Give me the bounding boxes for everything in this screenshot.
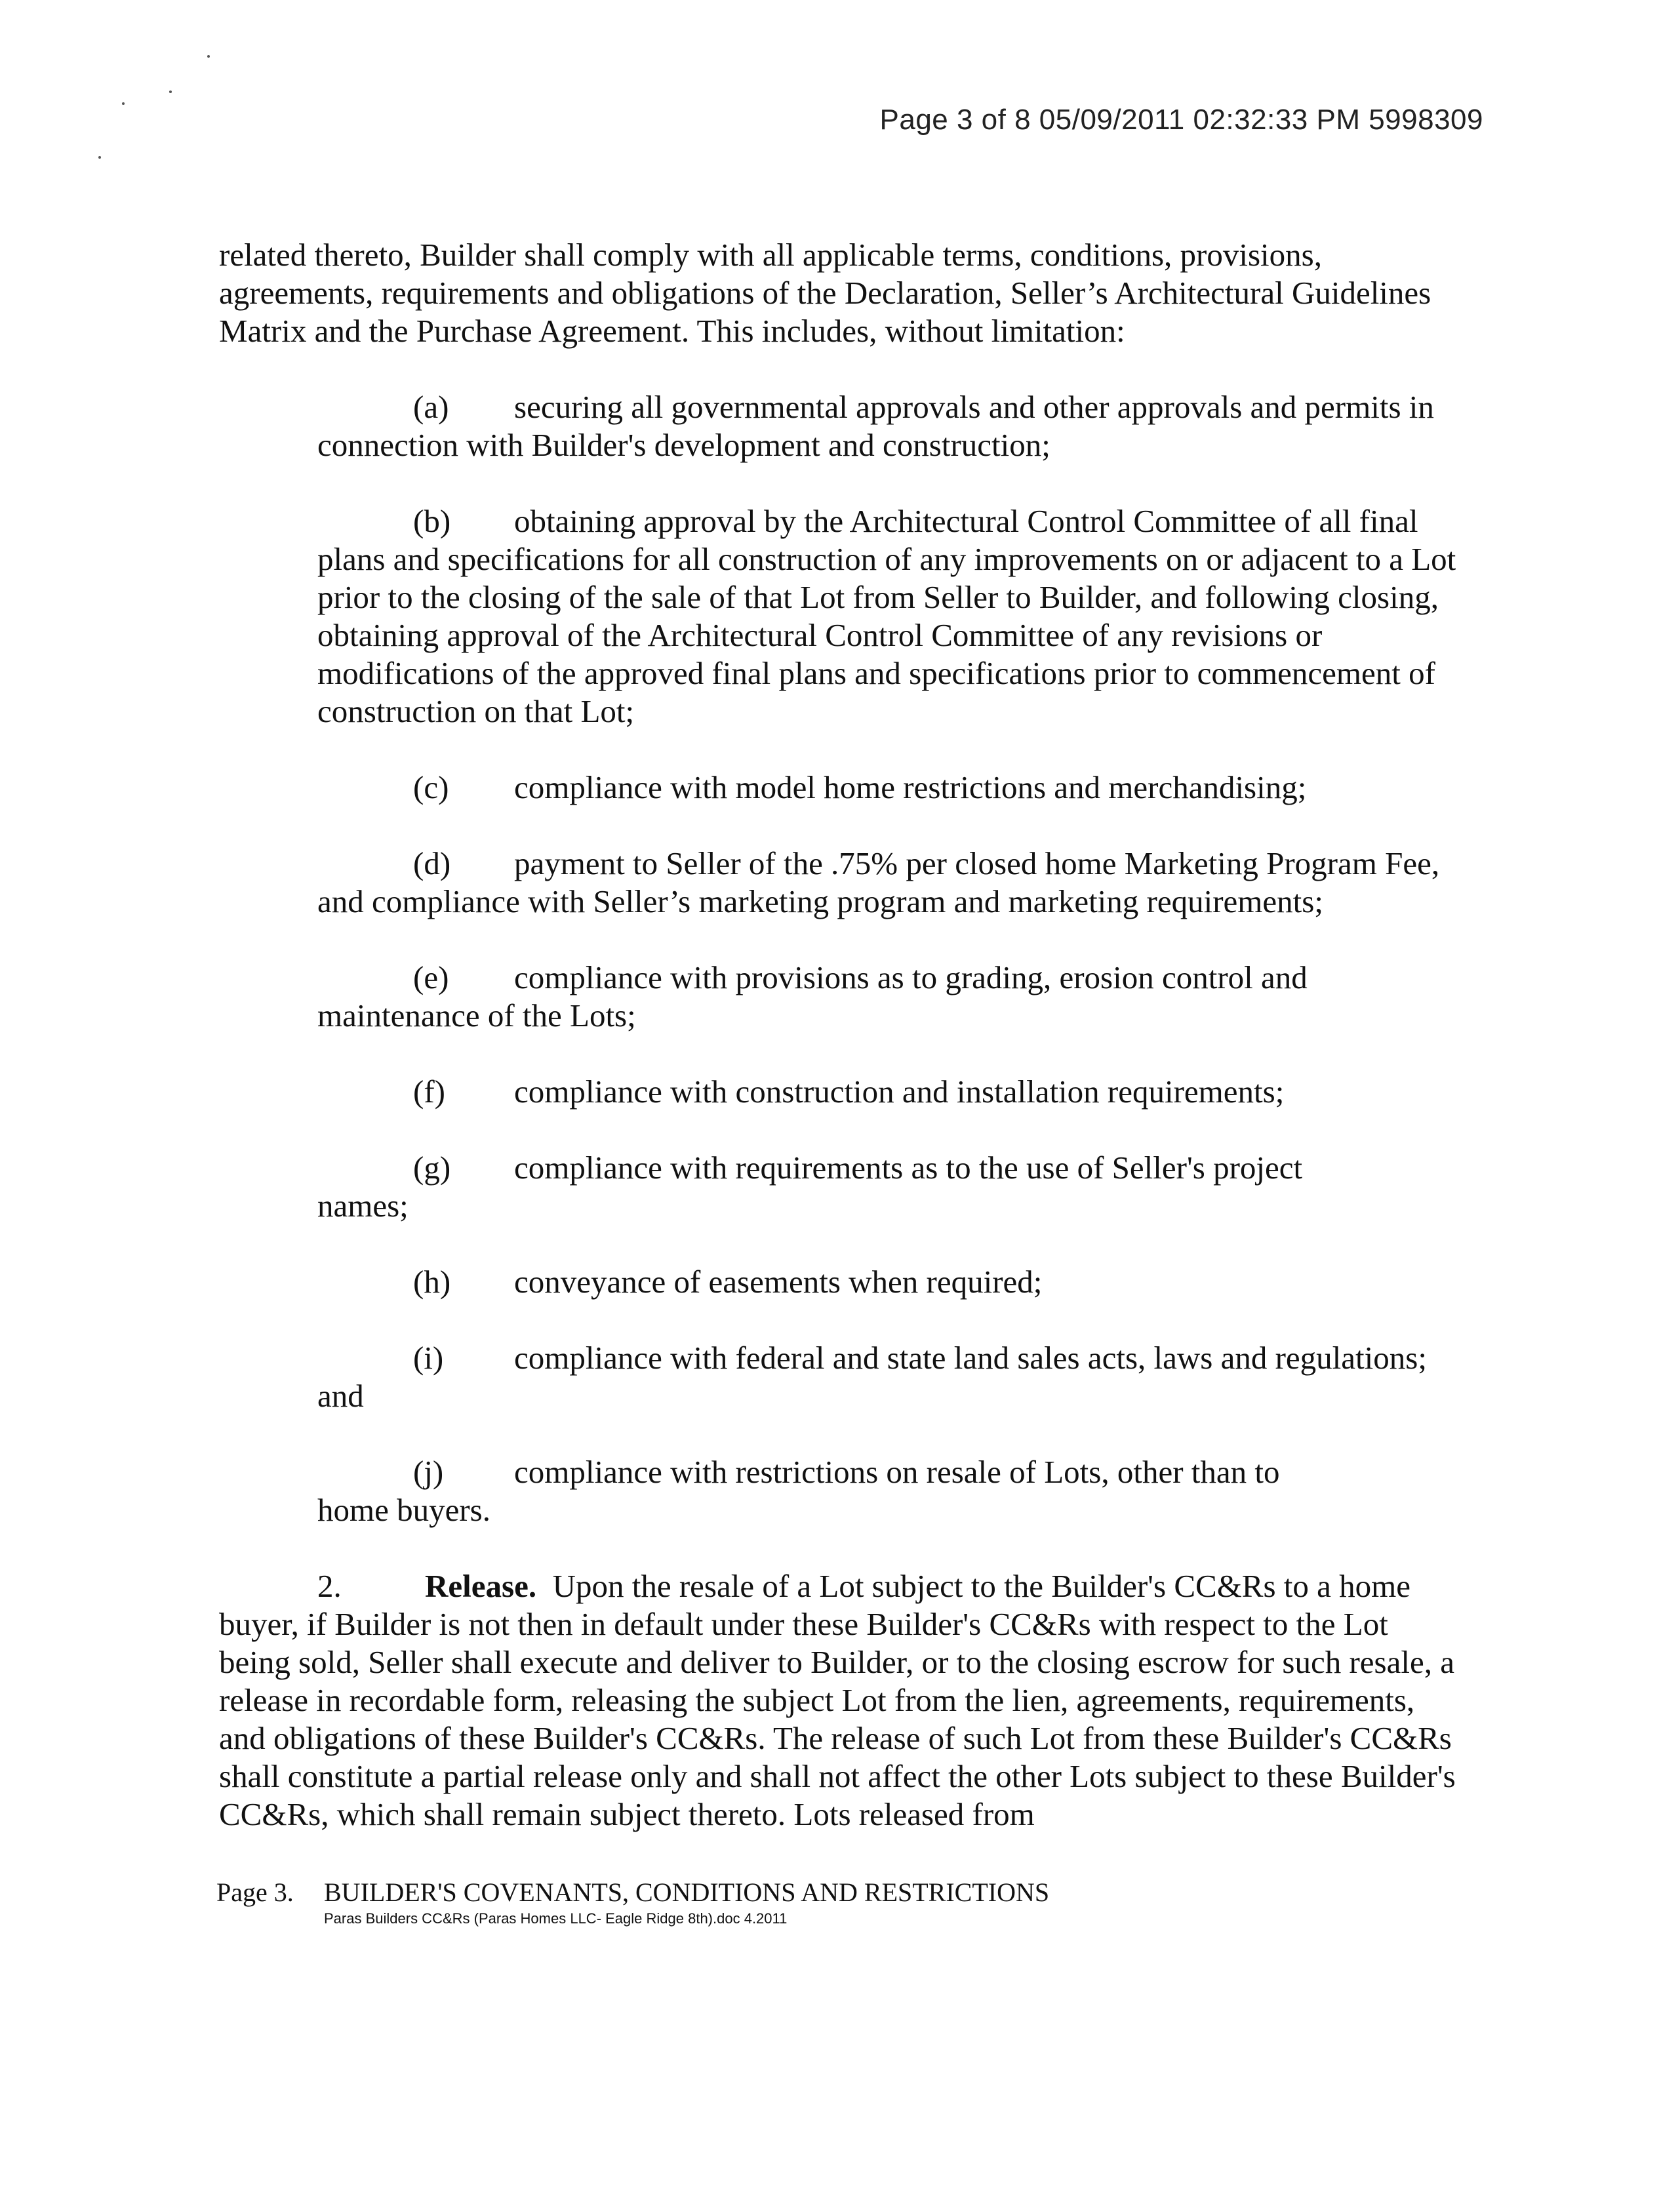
- list-item-d: [317, 845, 1465, 921]
- list-item-c: [317, 769, 1465, 807]
- release-paragraph: [219, 1567, 1465, 1834]
- item-label: (h): [413, 1264, 451, 1300]
- item-label: (j): [413, 1454, 444, 1490]
- document-body: [219, 236, 1465, 1872]
- item-text: compliance with requirements as to the use of Seller's project: [514, 1150, 1303, 1186]
- list-item-a: [317, 388, 1465, 464]
- item-label: (e): [413, 959, 449, 995]
- scan-speck: [207, 55, 210, 58]
- item-tail: home buyers.: [317, 1492, 490, 1528]
- list-item-i: [317, 1339, 1465, 1415]
- item-label: (c): [413, 769, 449, 805]
- item-label: (b): [413, 503, 451, 539]
- requirements-list: [317, 388, 1465, 1529]
- item-text: obtaining approval by the Architectural Control Committee of all final plans and specifications for all construction of any improvements on or adjacent to a Lot prior to the closing of the sale of that Lot from Seller to Builder, and following closing, obtaining approval of the Architectural Control Committee of any revisions or modifications of the approved final plans and specifications prior to commencement of construction on that Lot;: [317, 503, 1456, 729]
- item-text: compliance with federal and state land sales acts, laws and regulations;: [514, 1340, 1427, 1376]
- list-item-f: [317, 1073, 1465, 1111]
- list-item-g: [317, 1149, 1465, 1225]
- intro-paragraph: related thereto, Builder shall comply with all applicable terms, conditions, provisions, agreements, requirements and obligations of the Declaration, Seller’s Architectural Guidelines Matrix and the Purchase Agreement. This includes, without limitation:: [219, 237, 1431, 349]
- list-item-h: [317, 1263, 1465, 1301]
- item-tail: names;: [317, 1188, 409, 1224]
- item-text: compliance with construction and installation requirements;: [514, 1073, 1285, 1110]
- item-tail: and: [317, 1378, 364, 1414]
- footer-filename: Paras Builders CC&Rs (Paras Homes LLC- Eagle Ridge 8th).doc 4.2011: [324, 1910, 788, 1927]
- item-label: (d): [413, 845, 451, 881]
- item-text: compliance with restrictions on resale of Lots, other than to: [514, 1454, 1280, 1490]
- scan-speck: [98, 156, 101, 159]
- page-footer: [216, 1877, 1049, 1927]
- item-text: conveyance of easements when required;: [514, 1264, 1043, 1300]
- item-text: compliance with model home restrictions and merchandising;: [514, 769, 1307, 805]
- footer-page-label: Page 3.: [216, 1877, 294, 1907]
- scan-speck: [169, 90, 172, 93]
- item-label: (g): [413, 1150, 451, 1186]
- section-number: 2.: [317, 1568, 342, 1604]
- scan-speck: [122, 102, 125, 105]
- item-text: compliance with provisions as to grading, erosion control and maintenance of the Lots;: [317, 959, 1308, 1033]
- list-item-e: [317, 959, 1465, 1035]
- recording-stamp: Page 3 of 8 05/09/2011 02:32:33 PM 5998309: [879, 104, 1483, 136]
- list-item-b: [317, 502, 1465, 731]
- item-label: (a): [413, 389, 449, 425]
- section-heading: Release.: [425, 1568, 537, 1604]
- item-label: (i): [413, 1340, 444, 1376]
- section-text: Upon the resale of a Lot subject to the Builder's CC&Rs to a home buyer, if Builder is not then in default under these Builder's CC&Rs with respect to the Lot being sold, Seller shall execute and deliver to Builder, or to the closing escrow for such resale, a release in recordable form, releasing the subject Lot from the lien, agreements, requirements, and obligations of these Builder's CC&Rs. The release of such Lot from these Builder's CC&Rs shall constitute a partial release only and shall not affect the other Lots subject to these Builder's CC&Rs, which shall remain subject thereto. Lots released from: [219, 1568, 1456, 1832]
- item-text: securing all governmental approvals and other approvals and permits in connection with Builder's development and construction;: [317, 389, 1434, 463]
- item-text: payment to Seller of the .75% per closed home Marketing Program Fee, and compliance with Seller’s marketing program and marketing requirements;: [317, 845, 1440, 919]
- item-label: (f): [413, 1073, 445, 1110]
- list-item-j: [317, 1453, 1465, 1529]
- footer-title: BUILDER'S COVENANTS, CONDITIONS AND RESTRICTIONS: [324, 1877, 1050, 1907]
